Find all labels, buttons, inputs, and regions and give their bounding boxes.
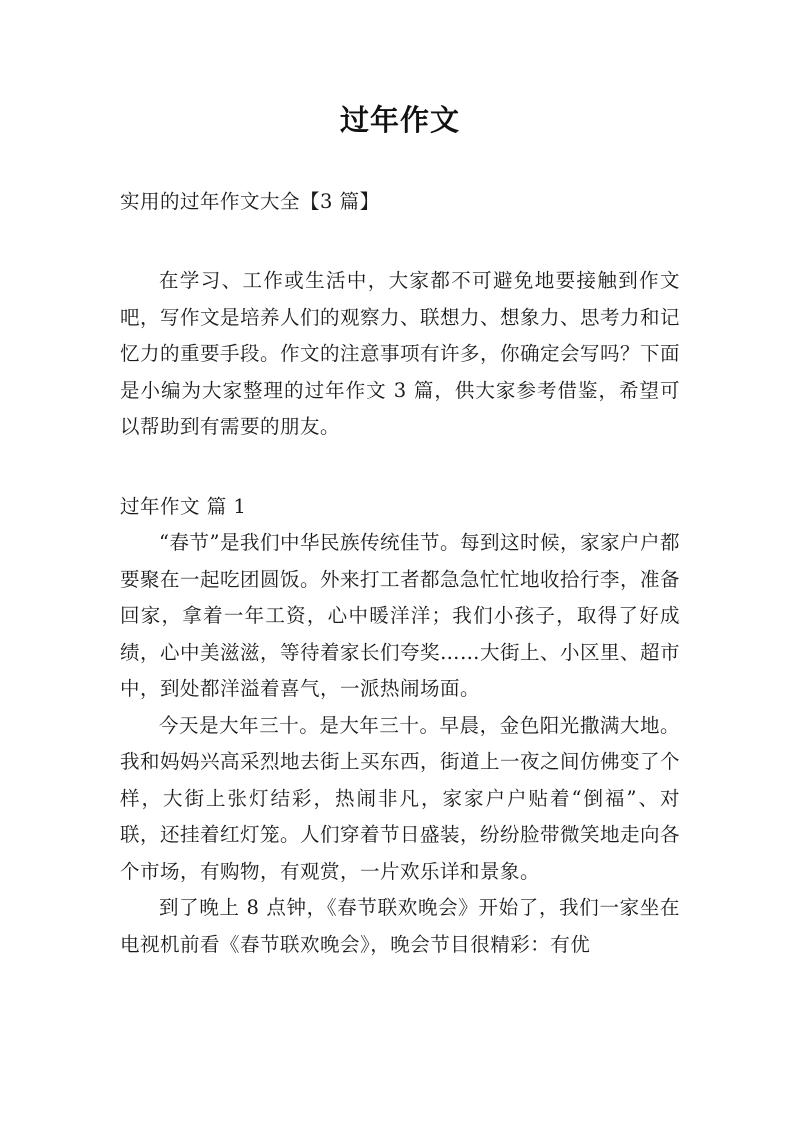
essay-body: [120, 525, 680, 963]
essay-paragraph: “春节”是我们中华民族传统佳节。每到这时候，家家户户都要聚在一起吃团圆饭。外来打工者都急急忙忙地收拾行李，准备回家，拿着一年工资，心中暖洋洋；我们小孩子，取得了好成绩，心中美滋滋，等待着家长们夸奖……大街上、小区里、超市中，到处都洋溢着喜气，一派热闹场面。: [120, 531, 681, 700]
document-title: 过年作文: [339, 103, 460, 137]
document-subtitle: 实用的过年作文大全【3 篇】: [120, 190, 380, 213]
section-heading: 过年作文 篇 1: [120, 495, 247, 518]
essay-paragraph: 到了晚上 8 点钟，《春节联欢晚会》开始了，我们一家坐在电视机前看《春节联欢晚会》，晚会节目很精彩：有优: [120, 896, 680, 956]
essay-paragraph: 今天是大年三十。是大年三十。早晨，金色阳光撒满大地。我和妈妈兴高采烈地去街上买东西，街道上一夜之间仿佛变了个样，大街上张灯结彩，热闹非凡，家家户户贴着“倒福”、对联，还挂着红灯笼。人们穿着节日盛装，纷纷脸带微笑地走向各个市场，有购物，有观赏，一片欢乐详和景象。: [120, 713, 681, 883]
intro-paragraph: 在学习、工作或生活中，大家都不可避免地要接触到作文吧，写作文是培养人们的观察力、联想力、想象力、思考力和记忆力的重要手段。作文的注意事项有许多，你确定会写吗？下面是小编为大家整理的过年作文 3 篇，供大家参考借鉴，希望可以帮助到有需要的朋友。: [120, 269, 681, 438]
